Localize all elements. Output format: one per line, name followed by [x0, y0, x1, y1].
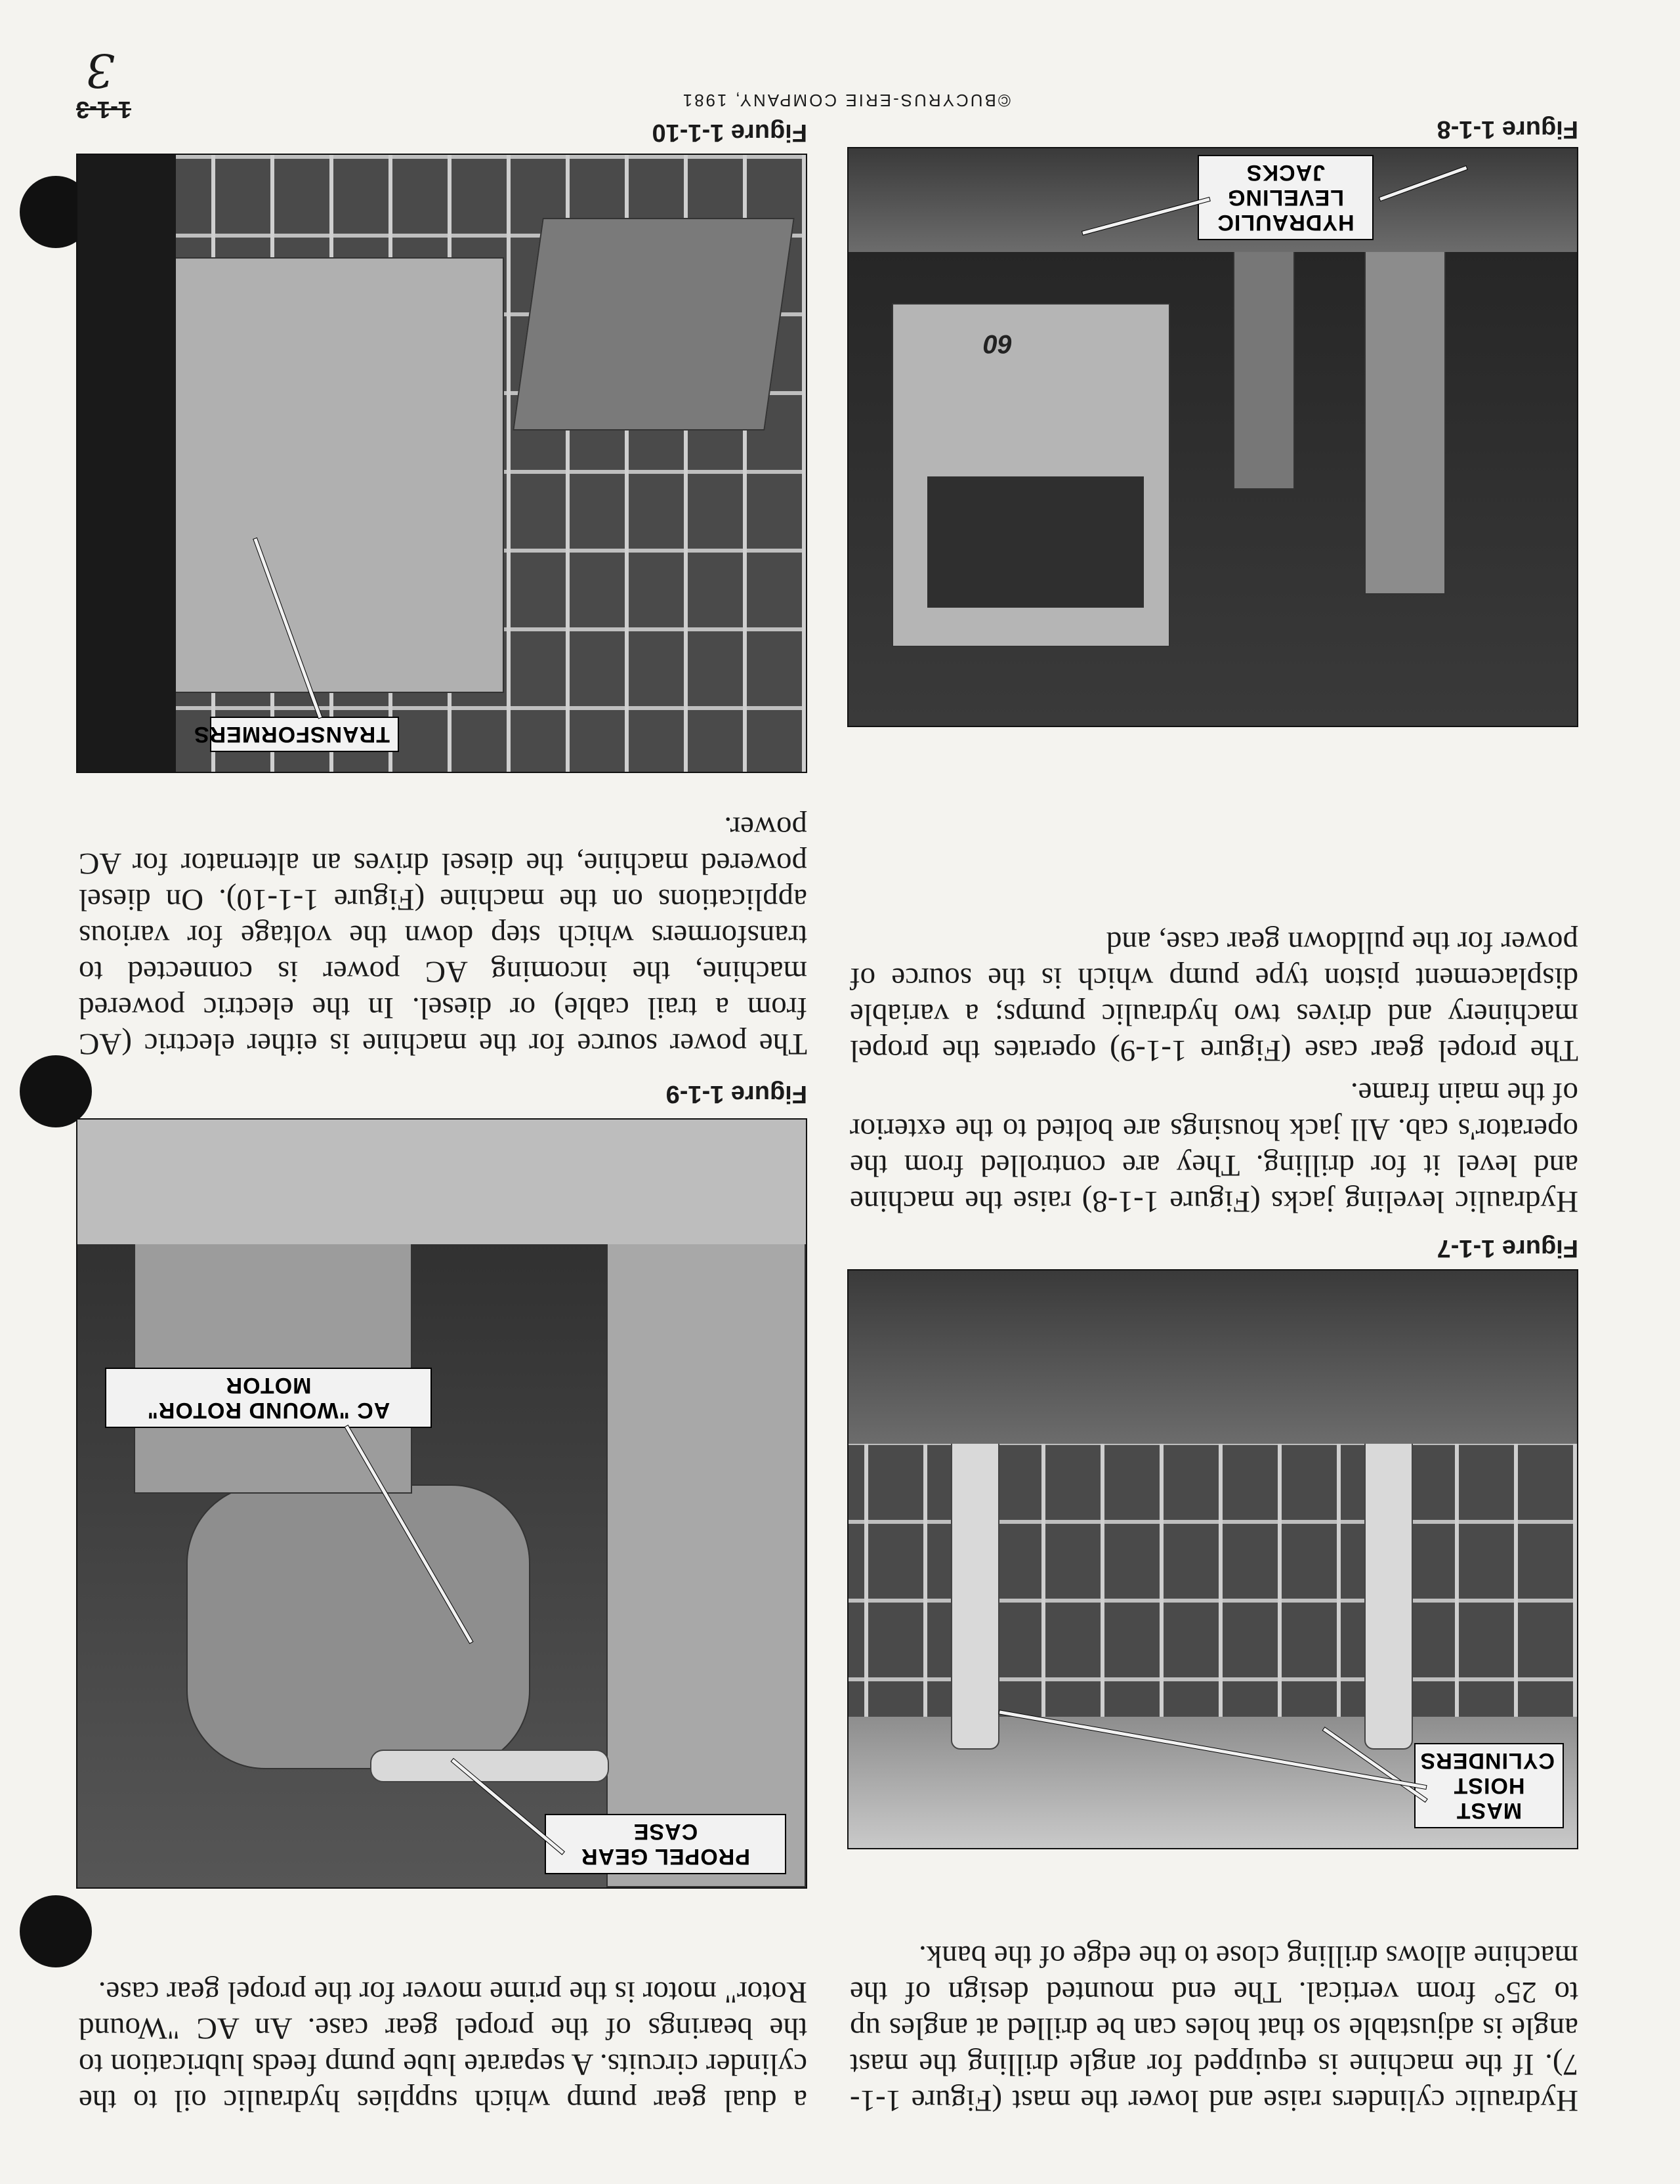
figure-1-1-9-photo — [76, 1118, 807, 1889]
left-column — [850, 1938, 1578, 2118]
callout-transformers: TRANSFORMERS — [210, 717, 399, 752]
callout-propel-gear-case: PROPEL GEAR CASE — [545, 1814, 786, 1874]
paragraph-dual-gear-pump: a dual gear pump which supplies hydraulic oil to the cylinder circuits. A separate lube pump feeds lubrication to the bearings of the propel gear case. An AC "Wound Rotor" motor is the prime mover for the propel gear case. — [79, 1975, 807, 2118]
callout-hydraulic-leveling-jacks: HYDRAULIC LEVELING JACKS — [1198, 155, 1374, 240]
copyright-footer: ©BUCYRUS-ERIE COMPANY, 1981 — [681, 91, 1011, 110]
paragraph-mast-cylinders: Hydraulic cylinders raise and lower the mast (Figure 1-1-7). If the machine is equipped for angle drilling the mast angle is adjustable so that holes can be drilled at angles up to 25° from vertical. The end mounted design of the machine allows drilling close to the edge of the bank. — [850, 1939, 1578, 2118]
figure-1-1-7-caption: Figure 1-1-7 — [1437, 1234, 1578, 1262]
callout-ac-wound-rotor-motor: AC "WOUND ROTOR" MOTOR — [105, 1368, 432, 1428]
figure-1-1-7-photo — [847, 1269, 1578, 1849]
figure-1-1-8-caption: Figure 1-1-8 — [1437, 116, 1578, 143]
paragraph-power-source: The power source for the machine is either electric (AC from a trail cable) or diesel. In the electric powered machine, the incoming AC power is connected to transformers which step down the voltage for various applications on the machine (Figure 1-1-10). On diesel powered machine, the diesel drives an alternator for AC power. — [79, 810, 807, 1061]
page-number: 1-1-3 — [75, 96, 131, 123]
paragraph-leveling-jacks: Hydraulic leveling jacks (Figure 1-1-8) raise the machine and level it for drilling. They are controlled from the operator's cab. All jack housings are bolted to the exterior of the main frame. — [850, 1076, 1578, 1219]
figure-1-1-8-photo — [847, 147, 1578, 727]
left-column-text-2 — [850, 924, 1578, 1219]
figure-1-1-10-caption: Figure 1-1-10 — [652, 119, 807, 146]
right-column-text-2 — [79, 809, 807, 1062]
handwritten-page-mark: 3 — [85, 43, 115, 97]
figure-1-1-9-caption: Figure 1-1-9 — [665, 1080, 807, 1108]
paragraph-propel-gear-case: The propel gear case (Figure 1-1-9) operates the propel machinery and drives two hydraulic pumps; a variable displacement piston type pump which is the source of power for the pulldown gear case, and — [850, 925, 1578, 1068]
punch-hole — [20, 1055, 92, 1127]
cab-number: 60 — [983, 329, 1013, 358]
figure-1-1-10-photo — [76, 154, 807, 773]
right-column — [79, 1974, 807, 2118]
callout-mast-hoist-cylinders: MAST HOIST CYLINDERS — [1414, 1743, 1564, 1828]
punch-hole — [20, 1895, 92, 1967]
